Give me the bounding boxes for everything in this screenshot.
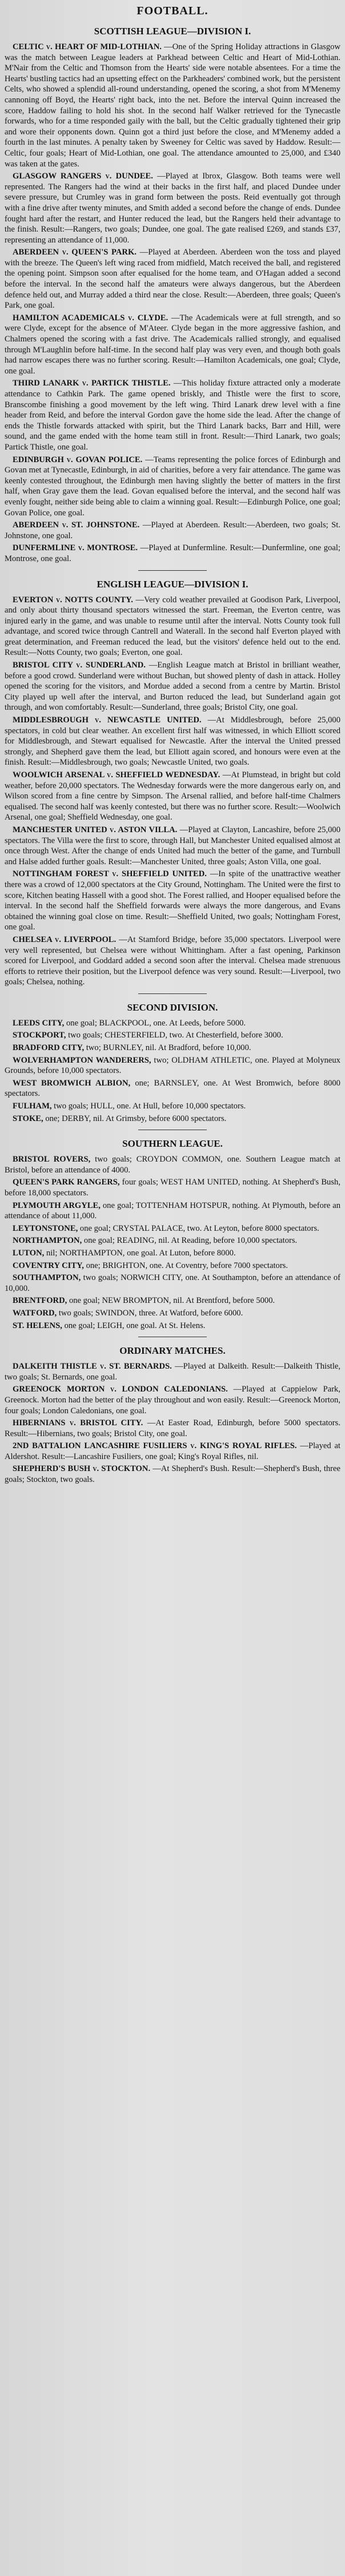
match-report (5, 1223, 340, 1234)
match-headline: HIBERNIANS v. BRISTOL CITY. (13, 1418, 143, 1428)
match-body: —One of the Spring Holiday attractions in Glasgow was the match between League leaders at Parkhead between Celtic and Heart of Mid-Lothian. M'Nair from the Celtic and Thomson from the Hearts' side were notable absentees. For a time the Hearts' bustling tactics had an upsetting effect on the Parkheaders' combined work, but the persistent Celts, who showed a splendid all-round understanding, opened the scoring, a shot from M'Menemy cannoning off Boyd, the Hearts' right back, into the net. Before the interval Quinn increased the score, Haddow failing to hold his shot. In the second half Walker retrieved for the Tynecastle forwards, who for a time responded gaily with the ball, but the Celtic gradually tightened their grip and wore their opponents down. Quinn got a third just before the close, and M'Menemy added a fourth in the last minutes. A penalty taken by Sweeney for Celtic was saved by Haddow. Result:—Celtic, four goals; Heart of Mid-Lothian, one goal. The attendance amounted to 25,000, and £340 was taken at the gates. (5, 42, 340, 169)
match-report (5, 1101, 340, 1112)
match-report (5, 825, 340, 867)
match-report (5, 1235, 340, 1246)
match-body: —Very cold weather prevailed at Goodison Park, Liverpool, and only about thirty thousand spectators witnessed the start. Freeman, the Everton centre, was injured early in the game, and was unable to resume until after the interval. Notts County took full advantage, and scored twice through Cantrell and Waterall. In the second half Everton played with great determination, and Freeman reduced the lead, but the visitors' defence held out to the end. Result:—Notts County, two goals; Everton, one goal. (5, 595, 341, 658)
match-report (5, 1261, 340, 1271)
match-body: —English League match at Bristol in brilliant weather, before a good crowd. Sunderland were without Buchan, but showed plenty of dash in attack. Holley opened the scoring for the visitors, and Mordue added a second from a centre by Martin. Bristol City played up well after the interval, and Burton reduced the lead, but Sunderland again got through, and won comfortably. Result:—Sunderland, three goals; Bristol City, one goal. (5, 661, 340, 713)
match-report (5, 1248, 340, 1259)
match-headline: ABERDEEN v. QUEEN'S PARK. (13, 248, 137, 257)
section-heading: SCOTTISH LEAGUE—DIVISION I. (94, 26, 251, 37)
match-report (5, 1441, 340, 1462)
match-body: one; BRIGHTON, one. At Coventry, before 7000 spectators. (86, 1261, 288, 1270)
match-report (5, 42, 340, 169)
match-body: two goals; HULL, one. At Hull, before 10,000 spectators. (54, 1102, 246, 1111)
match-body: nil; NORTHAMPTON, one goal. At Luton, before 8000. (46, 1248, 236, 1258)
match-headline: LEEDS CITY, (13, 1018, 65, 1028)
match-body: two; BURNLEY, nil. At Bradford, before 10,000. (86, 1043, 251, 1053)
match-body: —At Shepherd's Bush. Result:—Shepherd's Bush, three goals; Stockton, two goals. (5, 1464, 340, 1485)
match-report (5, 1055, 340, 1076)
match-report (5, 1418, 340, 1439)
match-headline: NOTTINGHAM FOREST v. SHEFFIELD UNITED. (13, 869, 207, 879)
match-headline: GREENOCK MORTON v. LONDON CALEDONIANS. (13, 1385, 228, 1394)
match-body: two goals; CROYDON COMMON, one. Southern League match at Bristol, before an attendance of 4000. (5, 1155, 340, 1175)
match-body: one goal; READING, nil. At Reading, before 10,000 spectators. (83, 1236, 298, 1246)
match-body: two goals; SWINDON, three. At Watford, before 6000. (58, 1308, 243, 1318)
match-body: —Teams representing the police forces of Edinburgh and Govan met at Tynecastle, Edinburgh, in aid of charities, before a very fair attendance. The game was keenly contested throughout, the Edinburgh men having slightly the better of matters in the first half, when Gray gave them the lead. Govan equalised before the interval, and the second half was evenly fought, neither side being able to claim a winning goal. Result:—Edinburgh Police, one goal; Govan Police, one goal. (5, 455, 340, 518)
match-body: —Played at Aldershot. Result:—Lancashire Fusiliers, one goal; King's Royal Rifles, nil. (5, 1441, 340, 1461)
match-headline: NORTHAMPTON, (13, 1236, 82, 1246)
match-headline: EDINBURGH v. GOVAN POLICE. (13, 455, 143, 464)
match-body: one goal; CRYSTAL PALACE, two. At Leyton, before 8000 spectators. (79, 1223, 319, 1233)
report-section (5, 993, 340, 1124)
match-report (5, 1114, 340, 1124)
match-headline: CHELSEA v. LIVERPOOL. (13, 935, 117, 944)
match-report (5, 1078, 340, 1099)
match-headline: THIRD LANARK v. PARTICK THISTLE. (13, 379, 171, 388)
match-body: —Played at Aberdeen. Result:—Aberdeen, two goals; St. Johnstone, one goal. (5, 520, 340, 540)
match-headline: DUNFERMLINE v. MONTROSE. (13, 543, 138, 553)
match-body: —Played at Dunfermline. Result:—Dunfermline, one goal; Montrose, one goal. (5, 543, 340, 563)
match-report (5, 715, 340, 768)
match-report (5, 171, 340, 245)
match-headline: ABERDEEN v. ST. JOHNSTONE. (13, 520, 140, 530)
match-headline: LEYTONSTONE, (13, 1223, 78, 1233)
match-report (5, 1321, 340, 1331)
section-divider (138, 570, 207, 571)
match-body: —At Stamford Bridge, before 35,000 spectators. Liverpool were very well represented, but Chelsea were without Whittingham. After a fast opening, Parkinson scored for Liverpool, and Goddard added a second soon after the interval. Chelsea made strenuous efforts to retrieve their position, but the Liverpool defence was very sound. Result:—Liverpool, two goals; Chelsea, nothing. (5, 935, 340, 987)
match-report (5, 543, 340, 564)
match-body: two goals; CHESTERFIELD, two. At Chesterfield, before 3000. (68, 1031, 283, 1040)
match-body: —Played at Dalkeith. Result:—Dalkeith Thistle, two goals; St. Bernards, one goal. (5, 1362, 341, 1382)
match-report (5, 247, 340, 311)
report-sections (5, 26, 340, 1485)
match-body: —In spite of the unattractive weather there was a crowd of 12,000 spectators at the City Ground, Nottingham. The United were the first to score, Kitchen beating Hassell with a good shot. The Forest rallied, and Hooper equalised before the interval. In the second half the Sheffield forwards were always the more dangerous, and Evans obtained the winning goal close on time. Result:—Sheffield United, two goals; Nottingham Forest, one goal. (5, 869, 340, 932)
match-body: two goals; NORWICH CITY, one. At Southampton, before an attendance of 10,000. (5, 1273, 340, 1293)
match-headline: SOUTHAMPTON, (13, 1273, 81, 1283)
match-headline: WOLVERHAMPTON WANDERERS, (13, 1055, 151, 1065)
report-section (5, 570, 340, 988)
match-body: —Played at Clayton, Lancashire, before 25,000 spectators. The Villa were the first to score, through Hall, but Manchester United equalised almost at once through West. After the change of ends United had much the better of the game, and Turnbull and Halse added further goals. Result:—Manchester United, three goals; Aston Villa, one goal. (5, 825, 341, 866)
match-headline: COVENTRY CITY, (13, 1261, 84, 1270)
match-body: —The Academicals were at full strength, and so were Clyde, except for the absence of M'Ateer. Clyde began in the more aggressive fashion, and Chalmers opened the scoring with a fast drive. The Academicals rallied strongly, and equalised through M'Laughlin before half-time. In the second half play was very even, and though both goals had narrow escapes there was no further scoring. Result:—Hamilton Academicals, one goal; Clyde, one goal. (5, 313, 340, 376)
match-body: —At Plumstead, in bright but cold weather, before 20,000 spectators. The Wednesday forwards were the more dangerous early on, and Wilson scored from a fine centre by Simpson. The Arsenal rallied, and before half-time Chalmers equalised. The second half was keenly contested, but there was no further score. Result:—Woolwich Arsenal, one goal; Sheffield Wednesday, one goal. (5, 770, 340, 822)
match-body: —At Easter Road, Edinburgh, before 5000 spectators. Result:—Hibernians, two goals; Bristol City, one goal. (5, 1418, 340, 1438)
match-headline: CELTIC v. HEART OF MID-LOTHIAN. (13, 42, 162, 51)
match-body: —Played at Cappielow Park, Greenock. Morton had the better of the play throughout and won easily. Result:—Greenock Morton, four goals; London Caledonians, one goal. (5, 1385, 340, 1416)
match-body: —At Middlesbrough, before 25,000 spectators, in cold but clear weather. An excellent first half was witnessed, in which Elliott scored for Middlesbrough, and Stewart equalised for Newcastle. After the interval the United pressed strongly, and Shepherd gave them the lead, but Elliott again scored, and honours were even at the finish. Result:—Middlesbrough, two goals; Newcastle United, two goals. (5, 715, 340, 768)
match-headline: STOKE, (13, 1114, 43, 1123)
match-headline: BRISTOL ROVERS, (13, 1155, 91, 1164)
match-report (5, 1030, 340, 1041)
match-body: one goal; BLACKPOOL, one. At Leeds, before 5000. (66, 1018, 246, 1028)
match-report (5, 1308, 340, 1319)
match-report (5, 595, 340, 659)
section-divider (138, 993, 207, 994)
match-report (5, 378, 340, 452)
match-report (5, 1043, 340, 1054)
match-report (5, 1273, 340, 1294)
match-headline: STOCKPORT, (13, 1031, 66, 1040)
match-report (5, 1177, 340, 1198)
match-headline: LUTON, (13, 1248, 45, 1258)
match-body: one; BARNSLEY, one. At West Bromwich, before 8000 spectators. (5, 1078, 340, 1099)
report-section (5, 26, 340, 565)
match-report (5, 1464, 340, 1485)
match-headline: PLYMOUTH ARGYLE, (13, 1200, 101, 1210)
match-report (5, 1295, 340, 1306)
report-section (5, 1337, 340, 1485)
match-report (5, 1361, 340, 1382)
match-body: two; OLDHAM ATHLETIC, one. Played at Molyneux Grounds, before 10,000 spectators. (5, 1055, 340, 1076)
column-title: FOOTBALL. (137, 5, 208, 17)
match-headline: WOOLWICH ARSENAL v. SHEFFIELD WEDNESDAY. (13, 770, 220, 780)
match-headline: BRADFORD CITY, (13, 1043, 85, 1053)
match-headline: BRENTFORD, (13, 1296, 67, 1306)
match-report (5, 455, 340, 519)
match-headline: MANCHESTER UNITED v. ASTON VILLA. (13, 825, 178, 834)
match-body: one goal; LEIGH, one goal. At St. Helens. (64, 1321, 206, 1330)
match-report (5, 935, 340, 988)
section-heading: SECOND DIVISION. (127, 1001, 218, 1013)
match-headline: MIDDLESBROUGH v. NEWCASTLE UNITED. (13, 715, 202, 725)
match-headline: SHEPHERD'S BUSH v. STOCKTON. (13, 1464, 151, 1474)
section-heading: ENGLISH LEAGUE—DIVISION I. (97, 578, 248, 590)
match-headline: ST. HELENS, (13, 1321, 62, 1330)
match-headline: QUEEN'S PARK RANGERS, (13, 1178, 120, 1187)
match-report (5, 660, 340, 713)
match-headline: WEST BROMWICH ALBION, (13, 1078, 131, 1088)
match-headline: GLASGOW RANGERS v. DUNDEE. (13, 172, 153, 181)
match-report (5, 869, 340, 933)
match-report (5, 1154, 340, 1175)
match-body: one goal; NEW BROMPTON, nil. At Brentford, before 5000. (69, 1296, 275, 1306)
match-body: —Played at Ibrox, Glasgow. Both teams were well represented. The Rangers had the wind at their backs in the first half, and placed Dundee under severe pressure, but Crumley was in grand form between the posts. Reid eventually got through with a fine drive after twenty minutes, and Smith added a second before the change of ends. Dundee fought hard after the restart, and Hunter reduced the lead, but the Rangers held their advantage to the finish. Result:—Rangers, two goals; Dundee, one goal. The gate realised £269, and stands £37, representing an attendance of 11,000. (5, 172, 340, 245)
match-body: four goals; WEST HAM UNITED, nothing. At Shepherd's Bush, before 18,000 spectators. (5, 1178, 340, 1198)
section-heading: ORDINARY MATCHES. (119, 1345, 226, 1357)
match-report (5, 1018, 340, 1029)
match-headline: BRISTOL CITY v. SUNDERLAND. (13, 661, 146, 670)
match-headline: EVERTON v. NOTTS COUNTY. (13, 595, 133, 605)
match-headline: WATFORD, (13, 1308, 57, 1318)
report-section (5, 1130, 340, 1331)
match-body: one; DERBY, nil. At Grimsby, before 6000 spectators. (45, 1114, 227, 1123)
match-body: —This holiday fixture attracted only a moderate attendance to Cathkin Park. The game opened briskly, and Thistle were the first to score, Branscombe finishing a good movement by the left wing. Third Lanark drew level with a fine header from Reid, and before the interval Gordon gave the home side the lead. After the change of ends the Thistle forwards attacked with spirit, but the Third Lanark backs, Barr and Hill, were sound, and the game ended with the home team still in front. Result:—Third Lanark, two goals; Partick Thistle, one goal. (5, 379, 340, 452)
match-body: —Played at Aberdeen. Aberdeen won the toss and played with the breeze. The Queen's left wing raced from midfield, Match received the ball, and registered the opening point. Simpson soon after equalised for the home team, and O'Hagan added a second before the interval. In the second half the amateurs were always dangerous, but the Aberdeen defence held out, and Murray added a third near the close. Result:—Aberdeen, three goals; Queen's Park, one goal. (5, 248, 340, 311)
match-report (5, 770, 340, 823)
match-report (5, 313, 340, 377)
match-body: one goal; TOTTENHAM HOTSPUR, nothing. At Plymouth, before an attendance of about 11,000. (5, 1200, 340, 1221)
match-headline: 2ND BATTALION LANCASHIRE FUSILIERS v. KING'S ROYAL RIFLES. (13, 1441, 297, 1451)
match-headline: FULHAM, (13, 1102, 52, 1111)
match-report (5, 1200, 340, 1222)
match-report (5, 1384, 340, 1416)
match-headline: HAMILTON ACADEMICALS v. CLYDE. (13, 313, 169, 323)
match-headline: DALKEITH THISTLE v. ST. BERNARDS. (13, 1362, 172, 1372)
match-report (5, 520, 340, 541)
section-heading: SOUTHERN LEAGUE. (122, 1138, 223, 1150)
